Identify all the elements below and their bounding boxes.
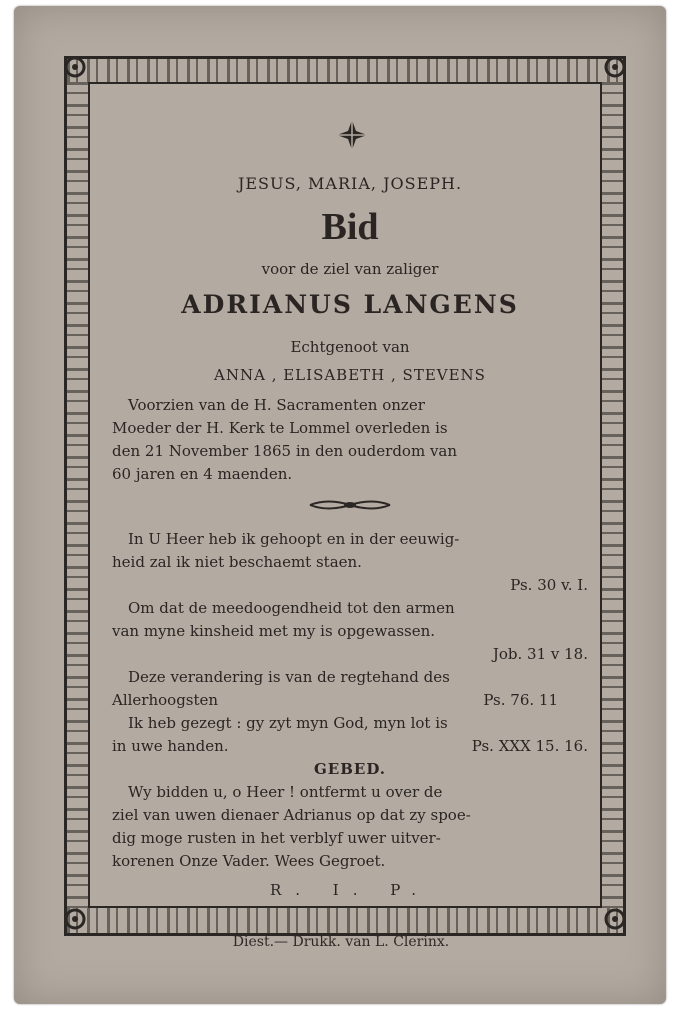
divider-ornament-icon (308, 498, 392, 512)
biography (112, 394, 588, 486)
verse-reference: Ps. 76. 11 (483, 691, 558, 709)
verse-row (112, 576, 588, 599)
corner-ornament-icon (62, 54, 88, 80)
printer-credit: Diest.— Drukk. van L. Clerinx. (232, 934, 450, 950)
corner-ornament-icon (602, 54, 628, 80)
verse-text: Ik heb gezegt : gy zyt myn God, myn lot is (128, 714, 448, 732)
subtitle: voor de ziel van zaliger (261, 260, 439, 278)
verse-row (112, 737, 588, 760)
verse-text: in uwe handen. (112, 737, 229, 755)
verse-reference: Ps. 30 v. I. (510, 576, 588, 594)
prayer-line (112, 829, 588, 852)
corner-ornament-icon (602, 906, 628, 932)
biography-line: Voorzien van de H. Sacramenten onzer (128, 396, 425, 414)
prayer-text: ziel van uwen dienaer Adrianus op dat zy spoe- (112, 806, 471, 824)
verse-text: Om dat de meedoogendheid tot den armen (128, 599, 455, 617)
prayer-line (112, 852, 588, 875)
verse-row (112, 645, 588, 668)
prayer-line (112, 783, 588, 806)
verse-row (112, 668, 588, 691)
verse-reference: Job. 31 v 18. (492, 645, 588, 663)
prayer-text: dig moge rusten in het verblyf uwer uitver- (112, 829, 441, 847)
verse-reference: Ps. XXX 15. 16. (471, 737, 588, 755)
verse-row (112, 691, 588, 714)
spouse-name: ANNA , ELISABETH , STEVENS (214, 366, 486, 384)
rip-closing: R. I. P. (269, 881, 431, 899)
biography-line: den 21 November 1865 in den ouderdom van (112, 442, 458, 460)
prayer-heading: GEBED. (313, 760, 387, 778)
verse-row (112, 622, 588, 645)
deceased-name: ADRIANUS LANGENS (181, 290, 519, 319)
verse-row (112, 553, 588, 576)
relation-label: Echtgenoot van (290, 338, 410, 356)
verse-row (112, 714, 588, 737)
verse-row (112, 530, 588, 553)
prayer-text: korenen Onze Vader. Wees Gegroet. (112, 852, 386, 870)
invocation: JESUS, MARIA, JOSEPH. (237, 174, 463, 193)
verse-row (112, 599, 588, 622)
scripture-verses (112, 530, 588, 904)
verse-text: In U Heer heb ik gehoopt en in der eeuwig- (128, 530, 460, 548)
card-title: Bid (321, 206, 379, 248)
biography-line: 60 jaren en 4 maenden. (112, 465, 293, 483)
prayer-text: Wy bidden u, o Heer ! ontfermt u over de (128, 783, 443, 801)
corner-ornament-icon (62, 906, 88, 932)
cross-icon (335, 118, 369, 152)
verse-text: Deze verandering is van de regtehand des (128, 668, 450, 686)
verse-text: heid zal ik niet beschaemt staen. (112, 553, 362, 571)
prayer-line (112, 806, 588, 829)
biography-line: Moeder der H. Kerk te Lommel overleden is (112, 419, 448, 437)
verse-text: van myne kinsheid met my is opgewassen. (112, 622, 436, 640)
verse-text: Allerhoogsten (112, 691, 219, 709)
